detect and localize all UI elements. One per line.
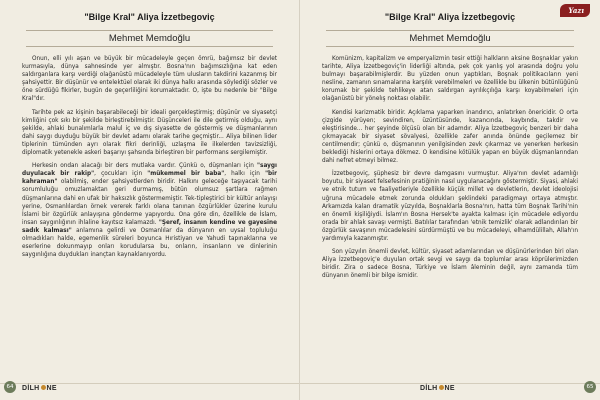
article-body <box>322 55 578 280</box>
text-run: olabilmiş, ender şahsiyetlerden biridir. Halkını geleceğe taşıyacak tarihi sorumluluğu omuzlamaktan geri durmamış, bütün olumsuz şartlara rağmen düşmanlarına dahi en ufak bir haksızlık göstermemiştir. Tek-tipleştirici bir kültür anlayışı yerine, Osmanlılardan örnek vererek farklı olana tanınan özgürlükler üzerine kurulu İslami bir özgürlük anlayışına gönderme yapıyordu. Ona göre din, özellikle de İslam, insan saygınlığının ihlaline kayıtsız kalamazdı. <box>22 179 277 226</box>
author-name: Mehmet Memdoğlu <box>108 33 191 44</box>
author-name: Mehmet Memdoğlu <box>409 33 491 44</box>
text-run: Onun, elli yılı aşan ve büyük bir mücadeleyle geçen ömrü, bağımsız bir devlet kurmasıyla, dünya sahnesinde yer almıştır. Bosna'nın bağımsızlığına kat eden saldırganlara karşı verdiği olağanüstü mücadeleyle tüm ulusların takdirini kazanmış bir şahsiyettir. Bir düşünür ve entelektüel olarak iki dünya halkı arasında söylediği sözler ve öne sürdüğü fikirler, bugün de geçerliliğini korumaktadır. O, işte bu nedenle bir "Bilge Kral"dır. <box>22 56 277 103</box>
logo-text-left: DİLH <box>420 385 438 392</box>
logo-text-left: DİLH <box>22 385 40 392</box>
text-run: Tarihte pek az kişinin başarabileceği bir ideali gerçekleştirmiş; düşünür ve siyasetçi kimliğini çok sıkı bir şekilde birleştirebilmiştir. Düşünceleri ile dile getirmiş olduğu, aynı şekilde, ahlaki bunalımlarla malul iç ve dış siyasette de göstermiş ve düşmanlarının dahi saygı duyduğu büyük bir devlet adamı olarak tarihe geçmiştir... Aliya bilinen lider tiplerinin tümünden ayrı olarak fikri derinliği, uzlaşma ile ilkelerden tavizsizliği, diplomatik yetenekle askeri başarıyı şahsında birleştiren bir performans sergilemiştir. <box>22 109 277 157</box>
paragraph <box>22 55 277 104</box>
author-rule <box>326 30 574 47</box>
text-run: anlamına gelirdi ve Osmanlılar da dünyanın en uysal topluluğu olmadıkları halde, egemenlik süreleri boyunca Hıristiyan ve Yahudi tapınaklarına ve eserlerine dokunmayıp onları korudularsa bu, onların, insanların ve dinlerinin saygınlığına duydukları inançtan kaynaklanıyordu. <box>22 227 277 259</box>
magazine-logo <box>420 385 455 392</box>
emphasized-quote: "saygı duyulacak bir rakip" <box>22 163 277 178</box>
text-run: İzzetbegoviç, şüphesiz bir devre damgasını vurmuştur. Aliya'nın devlet adamlığı boyutu, bir siyaset felsefesinin pratiğinin nasıl uygulanacağını göstermiştir. Siyasi, ahlaki ve etnik tutum ve faaliyetleriyle özellikle küçük millet ve devletlerin, devlet ideolojisi uğruna mücadele etmek zorunda oldukları şeklindeki paradigmayı ortaya atmıştır. Arkamızda kalan dramatik yüzyılda, Boşnaklarla Bosna'nın, hatta tüm Boşnak Tarihi'nin en önemli kişiliğiydi. İslam'ın Bosna Hersek'te ayakta kalması için mücadele ediyordu orada bir ahlak savaşı vermişti. Batılılar tarafından 'etnik temizlik' olarak adlandırılan bir özgürlük savaşının mücadelesini sürdürmüştü ve bu mücadeleyi, elhamdülillah, Allah'ın yardımıyla kazanmıştır. <box>322 171 578 242</box>
article-body <box>22 55 277 259</box>
paragraph <box>22 109 277 158</box>
section-tag: Yazı <box>560 4 590 17</box>
page-footer <box>0 383 299 396</box>
logo-text-right: NE <box>46 385 57 392</box>
text-run: Komünizm, kapitalizm ve emperyalizmin tesir ettiği halkların aksine Boşnaklar yakın tarihte, Aliya İzzetbegoviç'in liderliği altında, pek çok yanlış yol arasında doğru yolu bulmayı başarabilmişlerdir. Bu yüzden onun yaptıkları, Boşnak politikacıların yeni nesline, zamanın sınamalarına karşılık verebilmeleri ve özellikle bu ülkenin bütünlüğünü korumak bir şekilde tehlikeye atan saldırgan ayrılıkçılığa karşı koyabilmeleri için olağanüstü bir yönelış noktası olabilir. <box>322 56 578 103</box>
page-number: 65 <box>584 381 596 393</box>
paragraph <box>322 170 578 243</box>
text-run: Herkesin ondan alacağı bir ders mutlaka vardır. Çünkü o, düşmanları için <box>32 163 258 170</box>
page-footer <box>300 383 600 396</box>
paragraph <box>322 55 578 104</box>
text-run: Son yüzyılın önemli devlet, kültür, siyaset adamlarından ve düşünürlerinden biri olan Aliya İzzetbegoviç'e duyulan ortak sevgi ve saygı da toplumlar arası köprülerimizden biridir. Zira o sadece Bosna, Türkiye ve İslam âleminin değil, aynı zamanda tüm dünyanın önemli bir bilge ismidir. <box>322 249 578 280</box>
paragraph <box>22 162 277 259</box>
emphasized-quote: "Şeref, insanın kendine ve gayesine sadık kalması" <box>22 219 278 234</box>
logo-o-icon <box>439 385 444 390</box>
author-rule <box>26 30 273 47</box>
text-run: Kendisi karizmatik biridir. Açıklama yaparken inandırıcı, anlatırken önericidir. O orta çizgide yürüyen; sevindiren, üzüntüsünde, kazancında, kaybında, takdir ve eleştirisinde... her şeyinde ölçüsü olan bir adamdır. Aliya İzzetbegoviç benzeri bir daha çıkmayacak bir siyaset sövalyesi, özellikle zafer anında önünde geçilemez bir centilmendir; çünkü o, düşmanının yenilgisinden zevk çıkarmaz ve yenerken herkesin beklediği hislerini ortaya dökmez. O kendisine kötülük yapan en büyük düşmanlarından dahi nefret etmeyi bilmez. <box>322 109 578 165</box>
paragraph <box>322 248 578 280</box>
text-run: , halkı için <box>224 171 266 178</box>
article-title: "Bilge Kral" Aliya İzzetbegoviç <box>384 12 516 22</box>
emphasized-quote: "mükemmel bir baba" <box>147 171 225 178</box>
right-page <box>300 0 600 400</box>
logo-text-right: NE <box>444 385 455 392</box>
emphasized-quote: "bir kahraman" <box>22 171 277 186</box>
article-title: "Bilge Kral" Aliya İzzetbegoviç <box>84 12 215 22</box>
magazine-logo <box>22 385 57 392</box>
text-run: , çocukları için <box>94 171 148 178</box>
logo-o-icon <box>41 385 46 390</box>
page-number: 64 <box>4 381 16 393</box>
paragraph <box>322 109 578 166</box>
